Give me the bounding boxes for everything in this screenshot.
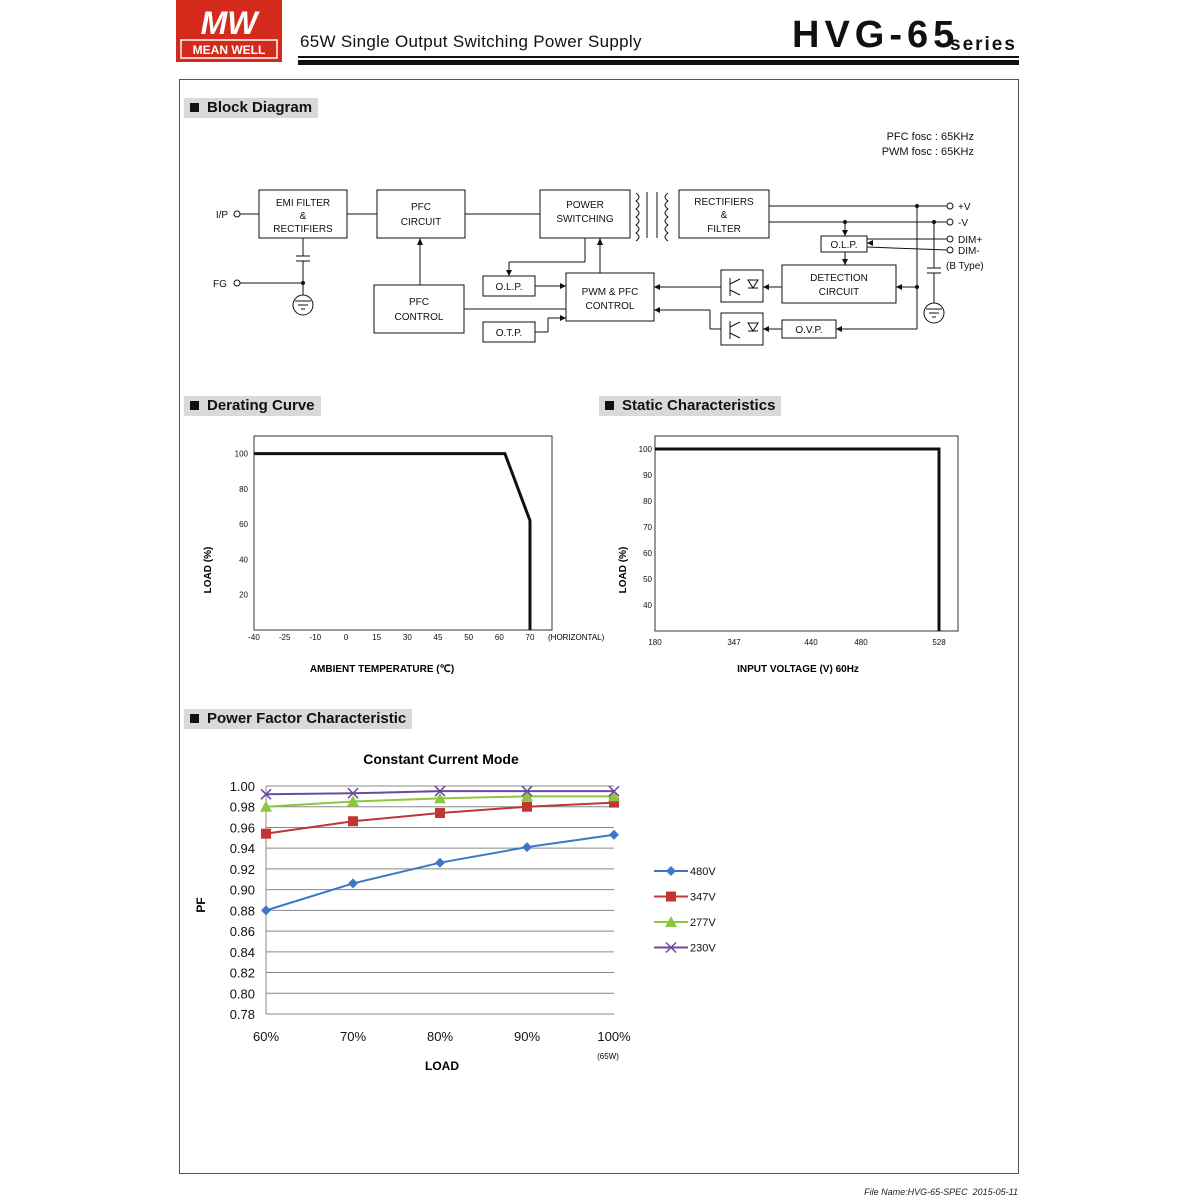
static-x-tick: 528	[932, 638, 946, 647]
fg-label: FG	[213, 279, 227, 290]
pf-x-label: LOAD	[425, 1059, 459, 1073]
pf-y-tick: 0.90	[229, 882, 255, 898]
derating-y-label: LOAD (%)	[203, 546, 214, 594]
static-y-tick: 70	[643, 523, 652, 532]
dim-pos-label: DIM+	[958, 235, 983, 246]
pwm-fosc-note: PWM fosc : 65KHz	[881, 146, 974, 158]
pf-y-tick: 0.92	[229, 861, 255, 877]
pf-x-note: (65W)	[597, 1052, 619, 1061]
pf-y-tick: 0.86	[229, 924, 255, 940]
pf-legend-label: 347V	[690, 891, 716, 904]
pf-x-tick: 70%	[339, 1029, 367, 1044]
pf-legend-marker	[666, 866, 676, 876]
section-title-text: Static Characteristics	[622, 397, 776, 414]
derating-x-tick: 70	[525, 633, 535, 642]
footer-file-name: File Name:HVG-65-SPEC	[864, 1187, 968, 1197]
pf-y-label: PF	[194, 897, 208, 913]
emi-label-1: EMI FILTER	[275, 198, 331, 209]
footer-date: 2015-05-11	[972, 1187, 1018, 1197]
pwm-pfc-label-1: PWM & PFC	[581, 287, 639, 298]
series-label: series	[950, 34, 1017, 55]
pf-data-point	[522, 842, 532, 852]
pf-chart-title: Constant Current Mode	[363, 751, 519, 767]
pf-y-tick: 0.84	[229, 944, 255, 960]
pf-data-point	[435, 808, 445, 818]
static-x-label: INPUT VOLTAGE (V) 60Hz	[737, 664, 859, 675]
pf-y-tick: 1.00	[229, 779, 255, 794]
dim-neg-label: DIM-	[958, 246, 980, 257]
static-y-tick: 90	[643, 471, 652, 480]
derating-y-tick: 20	[239, 590, 248, 600]
pf-y-tick: 0.82	[229, 965, 255, 981]
pwm-pfc-label-2: CONTROL	[585, 301, 635, 312]
pfc-circuit-label-1: PFC	[411, 202, 431, 213]
derating-x-tick: 60	[494, 633, 504, 642]
derating-x-tick: 15	[372, 633, 382, 642]
logo-mark: MW	[200, 5, 258, 41]
derating-horizontal-note: (HORIZONTAL)	[548, 633, 605, 642]
pfc-control-label-1: PFC	[409, 297, 429, 308]
power-switching-label-1: POWER	[566, 200, 604, 211]
power-switching-label-2: SWITCHING	[556, 214, 614, 225]
emi-label-3: RECTIFIERS	[273, 224, 333, 235]
pf-x-tick: 80%	[426, 1029, 454, 1044]
static-y-tick: 60	[643, 549, 652, 558]
pf-legend-item	[654, 866, 716, 878]
derating-x-tick: -10	[309, 633, 322, 642]
pf-legend-label: 480V	[690, 866, 716, 878]
pf-x-tick: 60%	[252, 1029, 280, 1044]
derating-x-tick: 50	[464, 633, 474, 642]
otp-label: O.T.P.	[495, 328, 523, 339]
pf-y-tick: 0.78	[229, 1007, 255, 1022]
derating-x-tick: 45	[433, 633, 443, 642]
static-x-tick: 440	[804, 638, 818, 647]
pf-y-tick: 0.88	[229, 903, 255, 919]
pf-data-point	[261, 905, 271, 915]
derating-y-tick: 80	[239, 484, 248, 494]
model-number: HVG-65	[792, 14, 960, 56]
derating-y-tick: 100	[234, 449, 248, 459]
static-y-tick: 50	[643, 575, 652, 584]
pf-x-tick: 90%	[513, 1029, 541, 1044]
pf-data-point	[348, 816, 358, 826]
pf-y-tick: 0.94	[229, 841, 255, 857]
derating-x-tick: 0	[343, 633, 349, 642]
detection-label-1: DETECTION	[810, 273, 868, 284]
static-y-tick: 100	[638, 445, 652, 454]
pfc-control-label-2: CONTROL	[394, 312, 444, 323]
out-neg-label: -V	[958, 218, 968, 229]
derating-x-tick: -25	[278, 633, 291, 642]
olp-left-label: O.L.P.	[495, 282, 523, 293]
pf-legend-item	[654, 916, 716, 929]
static-y-tick: 80	[643, 497, 652, 506]
pf-legend-marker	[666, 892, 676, 902]
ip-label: I/P	[215, 210, 229, 221]
pf-data-point	[522, 802, 532, 812]
pf-data-point	[609, 830, 619, 840]
rect-filter-label-1: RECTIFIERS	[694, 197, 754, 208]
pf-legend-label: 230V	[690, 942, 716, 955]
rect-filter-label-2: &	[720, 210, 728, 221]
derating-x-label: AMBIENT TEMPERATURE (℃)	[309, 664, 455, 675]
out-pos-label: +V	[958, 202, 971, 213]
pf-y-tick: 0.98	[229, 799, 255, 815]
pf-y-tick: 0.96	[229, 820, 255, 836]
derating-x-tick: -40	[248, 633, 260, 642]
footer	[864, 1187, 1018, 1197]
detection-label-2: CIRCUIT	[818, 287, 860, 298]
pf-data-point	[435, 858, 445, 868]
pf-data-point	[261, 829, 271, 839]
derating-x-tick: 30	[402, 633, 412, 642]
pf-series-480V	[261, 830, 619, 916]
static-x-tick: 180	[648, 638, 662, 647]
ovp-label: O.V.P.	[795, 325, 823, 336]
pf-legend-item	[654, 943, 716, 955]
static-y-label: LOAD (%)	[618, 546, 629, 594]
static-y-tick: 40	[643, 601, 652, 610]
pf-y-tick: 0.80	[229, 986, 255, 1002]
pf-series-line	[266, 803, 614, 834]
section-title-text: Block Diagram	[207, 99, 313, 116]
pf-x-tick: 100%	[597, 1029, 631, 1044]
pfc-circuit-label-2: CIRCUIT	[400, 217, 442, 228]
document-subtitle: 65W Single Output Switching Power Supply	[300, 32, 642, 51]
b-type-label: (B Type)	[946, 261, 984, 272]
pfc-fosc-note: PFC fosc : 65KHz	[886, 131, 974, 143]
section-title-text: Power Factor Characteristic	[207, 710, 407, 727]
static-x-tick: 480	[854, 638, 868, 647]
derating-y-tick: 40	[239, 555, 248, 565]
logo-brand-name: MEAN WELL	[192, 43, 266, 57]
rect-filter-label-3: FILTER	[707, 224, 741, 235]
derating-y-tick: 60	[239, 520, 248, 530]
pf-legend-label: 277V	[690, 917, 716, 929]
pf-data-point	[348, 878, 358, 888]
emi-label-2: &	[299, 211, 307, 222]
pf-legend-item	[654, 892, 716, 904]
olp-right-label: O.L.P.	[830, 240, 858, 251]
pf-series-line	[266, 835, 614, 911]
static-x-tick: 347	[727, 638, 741, 647]
section-title-text: Derating Curve	[207, 397, 315, 414]
